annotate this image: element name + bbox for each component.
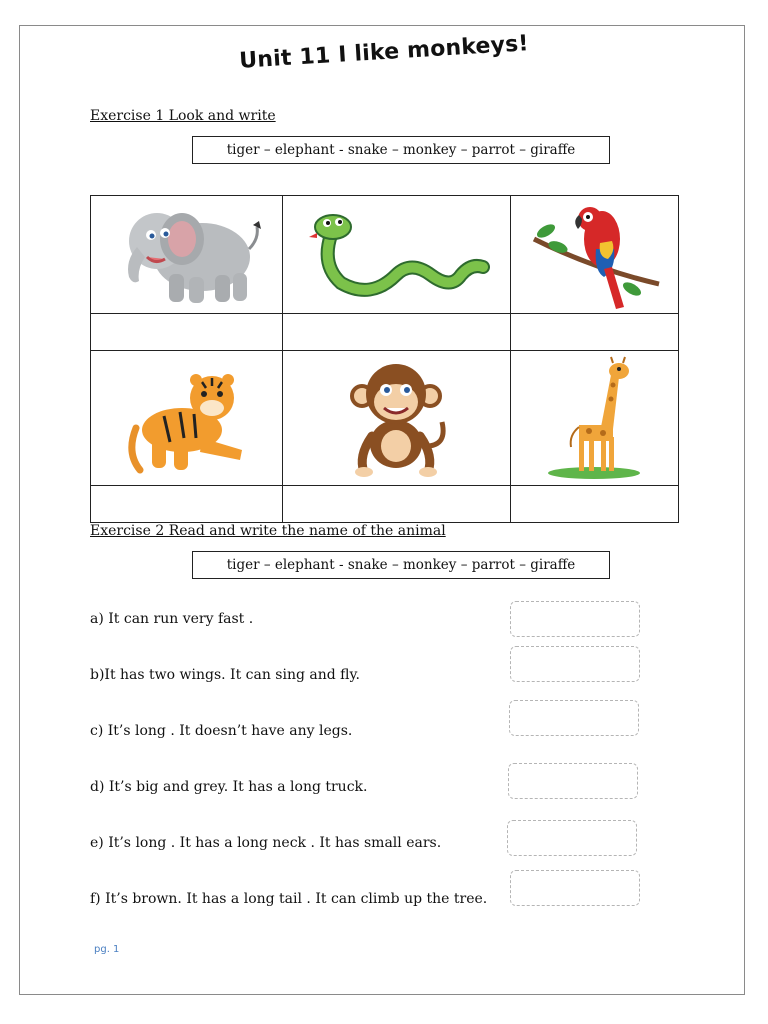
question-b: b)It has two wings. It can sing and fly. <box>90 667 361 683</box>
monkey-image <box>336 356 456 480</box>
question-c: c) It’s long . It doesn’t have any legs. <box>90 723 353 739</box>
answer-box-c[interactable] <box>509 700 639 736</box>
answer-box-f[interactable] <box>510 870 640 906</box>
elephant-image <box>107 199 267 311</box>
elephant-cell <box>91 196 283 314</box>
question-e: e) It’s long . It has a long neck . It has small ears. <box>90 835 442 851</box>
giraffe-cell <box>510 351 678 486</box>
question-f: f) It’s brown. It has a long tail . It can climb up the tree. <box>90 891 488 907</box>
answer-cell-snake[interactable] <box>283 314 511 351</box>
exercise1-heading: Exercise 1 Look and write <box>90 108 276 124</box>
tiger-cell <box>91 351 283 486</box>
answer-box-e[interactable] <box>507 820 637 856</box>
answer-cell-giraffe[interactable] <box>510 486 678 523</box>
animal-grid <box>90 195 679 523</box>
question-d: d) It’s big and grey. It has a long truck. <box>90 779 368 795</box>
snake-cell <box>283 196 511 314</box>
parrot-image <box>524 199 664 311</box>
tiger-image <box>122 358 252 478</box>
page-title: Unit 11 I like monkeys! <box>238 31 530 74</box>
exercise1-word-bank: tiger – elephant - snake – monkey – parrot – giraffe <box>192 136 610 164</box>
giraffe-image <box>539 355 649 481</box>
exercise2-word-bank: tiger – elephant - snake – monkey – parrot – giraffe <box>192 551 610 579</box>
answer-cell-tiger[interactable] <box>91 486 283 523</box>
snake-image <box>301 205 491 305</box>
answer-cell-parrot[interactable] <box>510 314 678 351</box>
page-number: pg. 1 <box>94 944 120 955</box>
answer-box-b[interactable] <box>510 646 640 682</box>
exercise2-heading: Exercise 2 Read and write the name of the animal <box>90 523 446 539</box>
monkey-cell <box>283 351 511 486</box>
question-a: a) It can run very fast . <box>90 611 254 627</box>
parrot-cell <box>510 196 678 314</box>
answer-box-a[interactable] <box>510 601 640 637</box>
answer-cell-elephant[interactable] <box>91 314 283 351</box>
answer-box-d[interactable] <box>508 763 638 799</box>
answer-cell-monkey[interactable] <box>283 486 511 523</box>
